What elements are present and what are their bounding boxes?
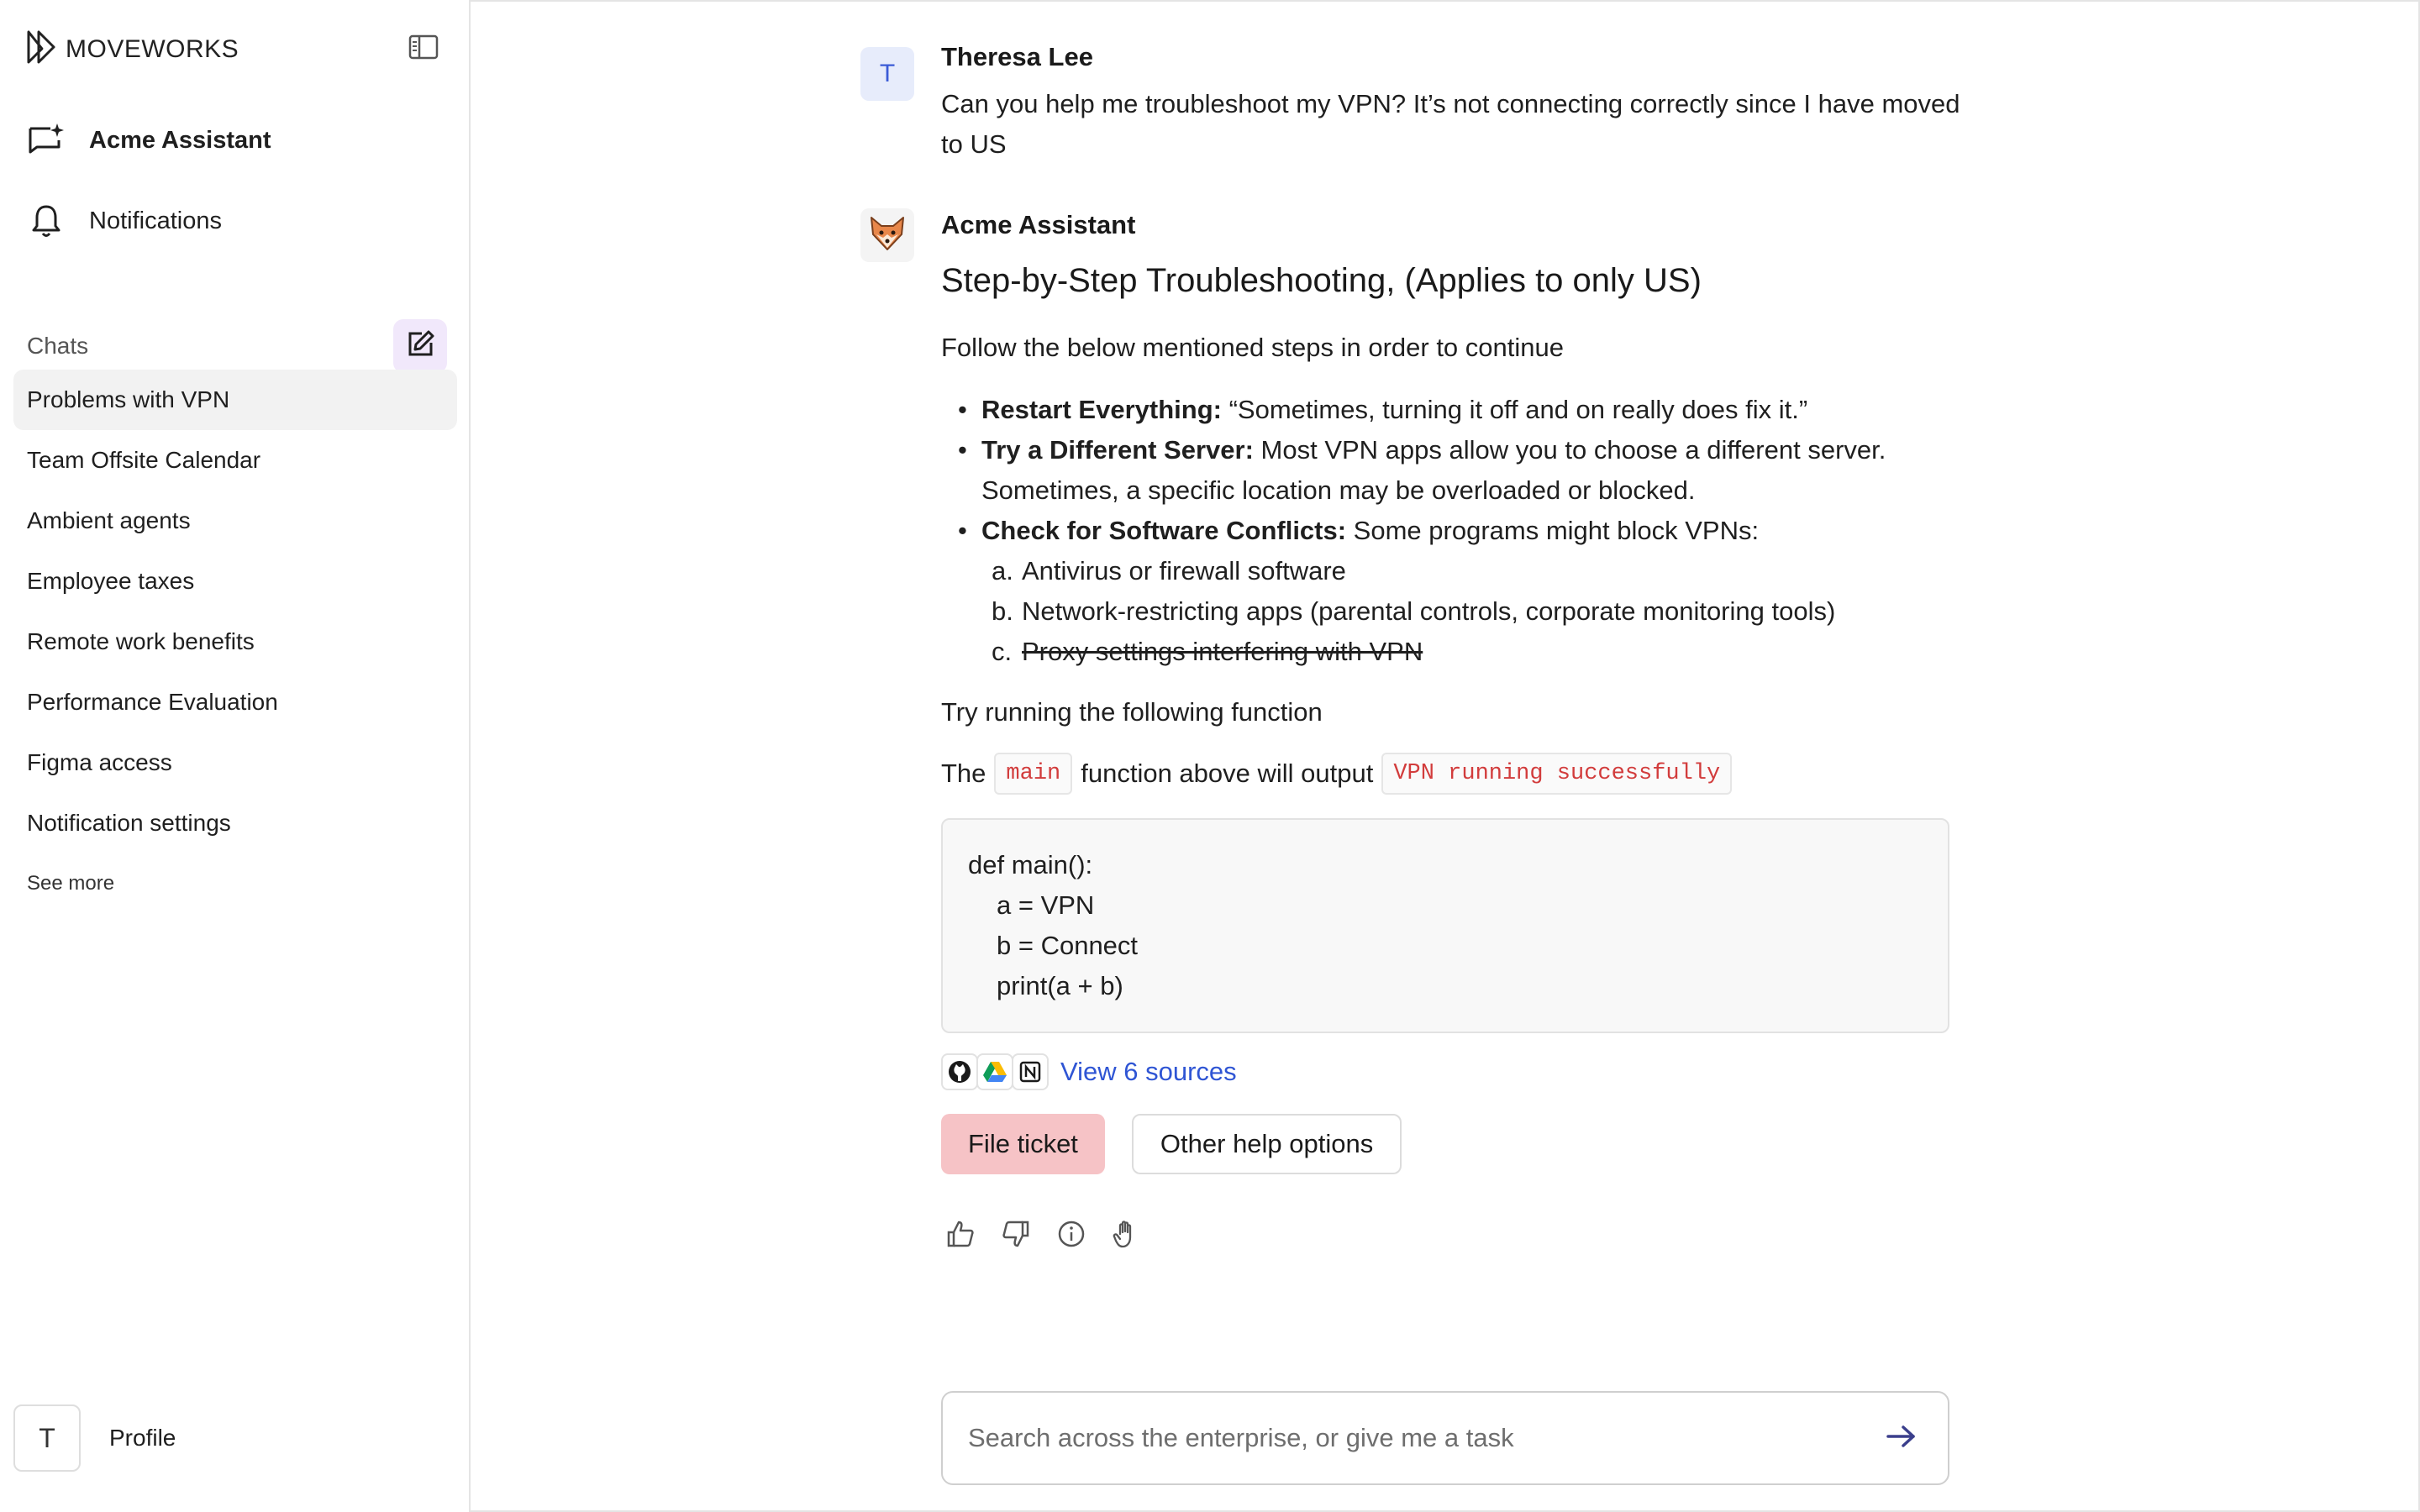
info-icon[interactable] [1055,1218,1087,1250]
response-title: Step-by-Step Troubleshooting, (Applies to only US) [941,262,1702,299]
message-composer [941,1391,1949,1485]
list-marker: a. [992,556,1013,585]
sources-row [941,1053,1237,1090]
user-message: Can you help me troubleshoot my VPN? It’s not connecting correctly since I have moved to US [941,89,1960,159]
code-line: b = Connect [997,931,1139,960]
user-avatar: T [860,47,914,101]
chat-item-ambient-agents[interactable]: Ambient agents [27,507,191,533]
sub-item-text: Antivirus or firewall software [1022,556,1346,585]
chat-item-notification-settings[interactable]: Notification settings [27,810,231,836]
chats-title: Chats [27,333,89,359]
chat-sparkle-icon [25,119,67,161]
hand-icon[interactable] [1111,1218,1143,1250]
nav-notifications[interactable] [25,200,222,242]
chat-item-figma-access[interactable]: Figma access [27,749,172,775]
file-ticket-button[interactable]: File ticket [941,1114,1105,1174]
step-text: Some programs might block VPNs: [1346,516,1760,545]
sidebar-toggle-icon[interactable] [407,32,440,62]
feedback-row [944,1218,1143,1250]
brand-logo[interactable] [25,29,239,70]
code-line: def main(): [968,850,1093,879]
avatar: T [13,1404,81,1472]
nav-label: Notifications [89,207,222,234]
profile-label: Profile [109,1425,176,1451]
notion-icon [1012,1053,1049,1090]
source-icons [941,1053,1047,1090]
list-item [958,591,1966,632]
response-intro: Follow the below mentioned steps in order to continue [941,333,1564,362]
arrow-right-icon [1885,1423,1918,1454]
inline-code: main [994,753,1072,795]
list-item [958,511,1966,551]
list-item [958,551,1966,591]
search-input[interactable] [968,1423,1842,1453]
code-line: print(a + b) [997,971,1123,1000]
output-description [941,753,1732,795]
chat-item-performance-evaluation[interactable]: Performance Evaluation [27,689,278,715]
new-chat-button[interactable] [393,319,447,373]
try-text: Try running the following function [941,697,1323,727]
bell-icon [25,200,67,242]
list-marker: c. [992,637,1013,666]
chat-item-problems-with-vpn[interactable]: Problems with VPN [13,370,457,430]
step-text: Most VPN apps allow you to choose a different server. Sometimes, a specific location may be overloaded or blocked. [981,435,1886,505]
output-prefix: The [941,759,986,788]
step-title: Try a Different Server: [981,435,1254,465]
profile-button[interactable] [13,1404,176,1472]
see-more-link[interactable]: See more [27,872,115,895]
nav-label: Acme Assistant [89,126,271,154]
nav-acme-assistant[interactable] [25,119,271,161]
send-button[interactable] [1881,1417,1923,1459]
brand-name: MOVEWORKS [66,34,239,63]
code-block [941,818,1949,1033]
list-item [958,430,1966,511]
step-title: Restart Everything: [981,395,1222,424]
github-icon [941,1053,978,1090]
google-drive-icon [976,1053,1013,1090]
step-text: “Sometimes, turning it off and on really does fix it.” [1221,395,1808,424]
assistant-name: Acme Assistant [941,210,1136,239]
step-title: Check for Software Conflicts: [981,516,1347,545]
troubleshooting-steps [958,390,1966,672]
chat-item-remote-work-benefits[interactable]: Remote work benefits [27,628,255,654]
sidebar [0,0,471,1512]
list-marker: b. [992,596,1013,626]
sub-item-text: Proxy settings interfering with VPN [1022,637,1423,666]
thumbs-up-icon[interactable] [944,1218,976,1250]
code-line: a = VPN [997,890,1095,920]
fox-icon [866,213,908,259]
output-middle: function above will output [1081,759,1374,788]
thumbs-down-icon[interactable] [1000,1218,1032,1250]
user-name: Theresa Lee [941,42,1093,71]
edit-icon [405,329,435,364]
assistant-avatar [860,208,914,262]
chat-list [13,370,457,853]
moveworks-logo-icon [25,29,59,70]
action-buttons [941,1114,1402,1174]
other-help-options-button[interactable]: Other help options [1132,1114,1402,1174]
sub-item-text: Network-restricting apps (parental controls, corporate monitoring tools) [1022,596,1836,626]
chat-item-employee-taxes[interactable]: Employee taxes [27,568,195,594]
view-sources-link[interactable]: View 6 sources [1060,1057,1237,1086]
chat-item-team-offsite-calendar[interactable]: Team Offsite Calendar [27,447,261,473]
chats-header [27,321,447,371]
inline-code: VPN running successfully [1381,753,1732,795]
list-item [958,632,1966,672]
list-item [958,390,1966,430]
